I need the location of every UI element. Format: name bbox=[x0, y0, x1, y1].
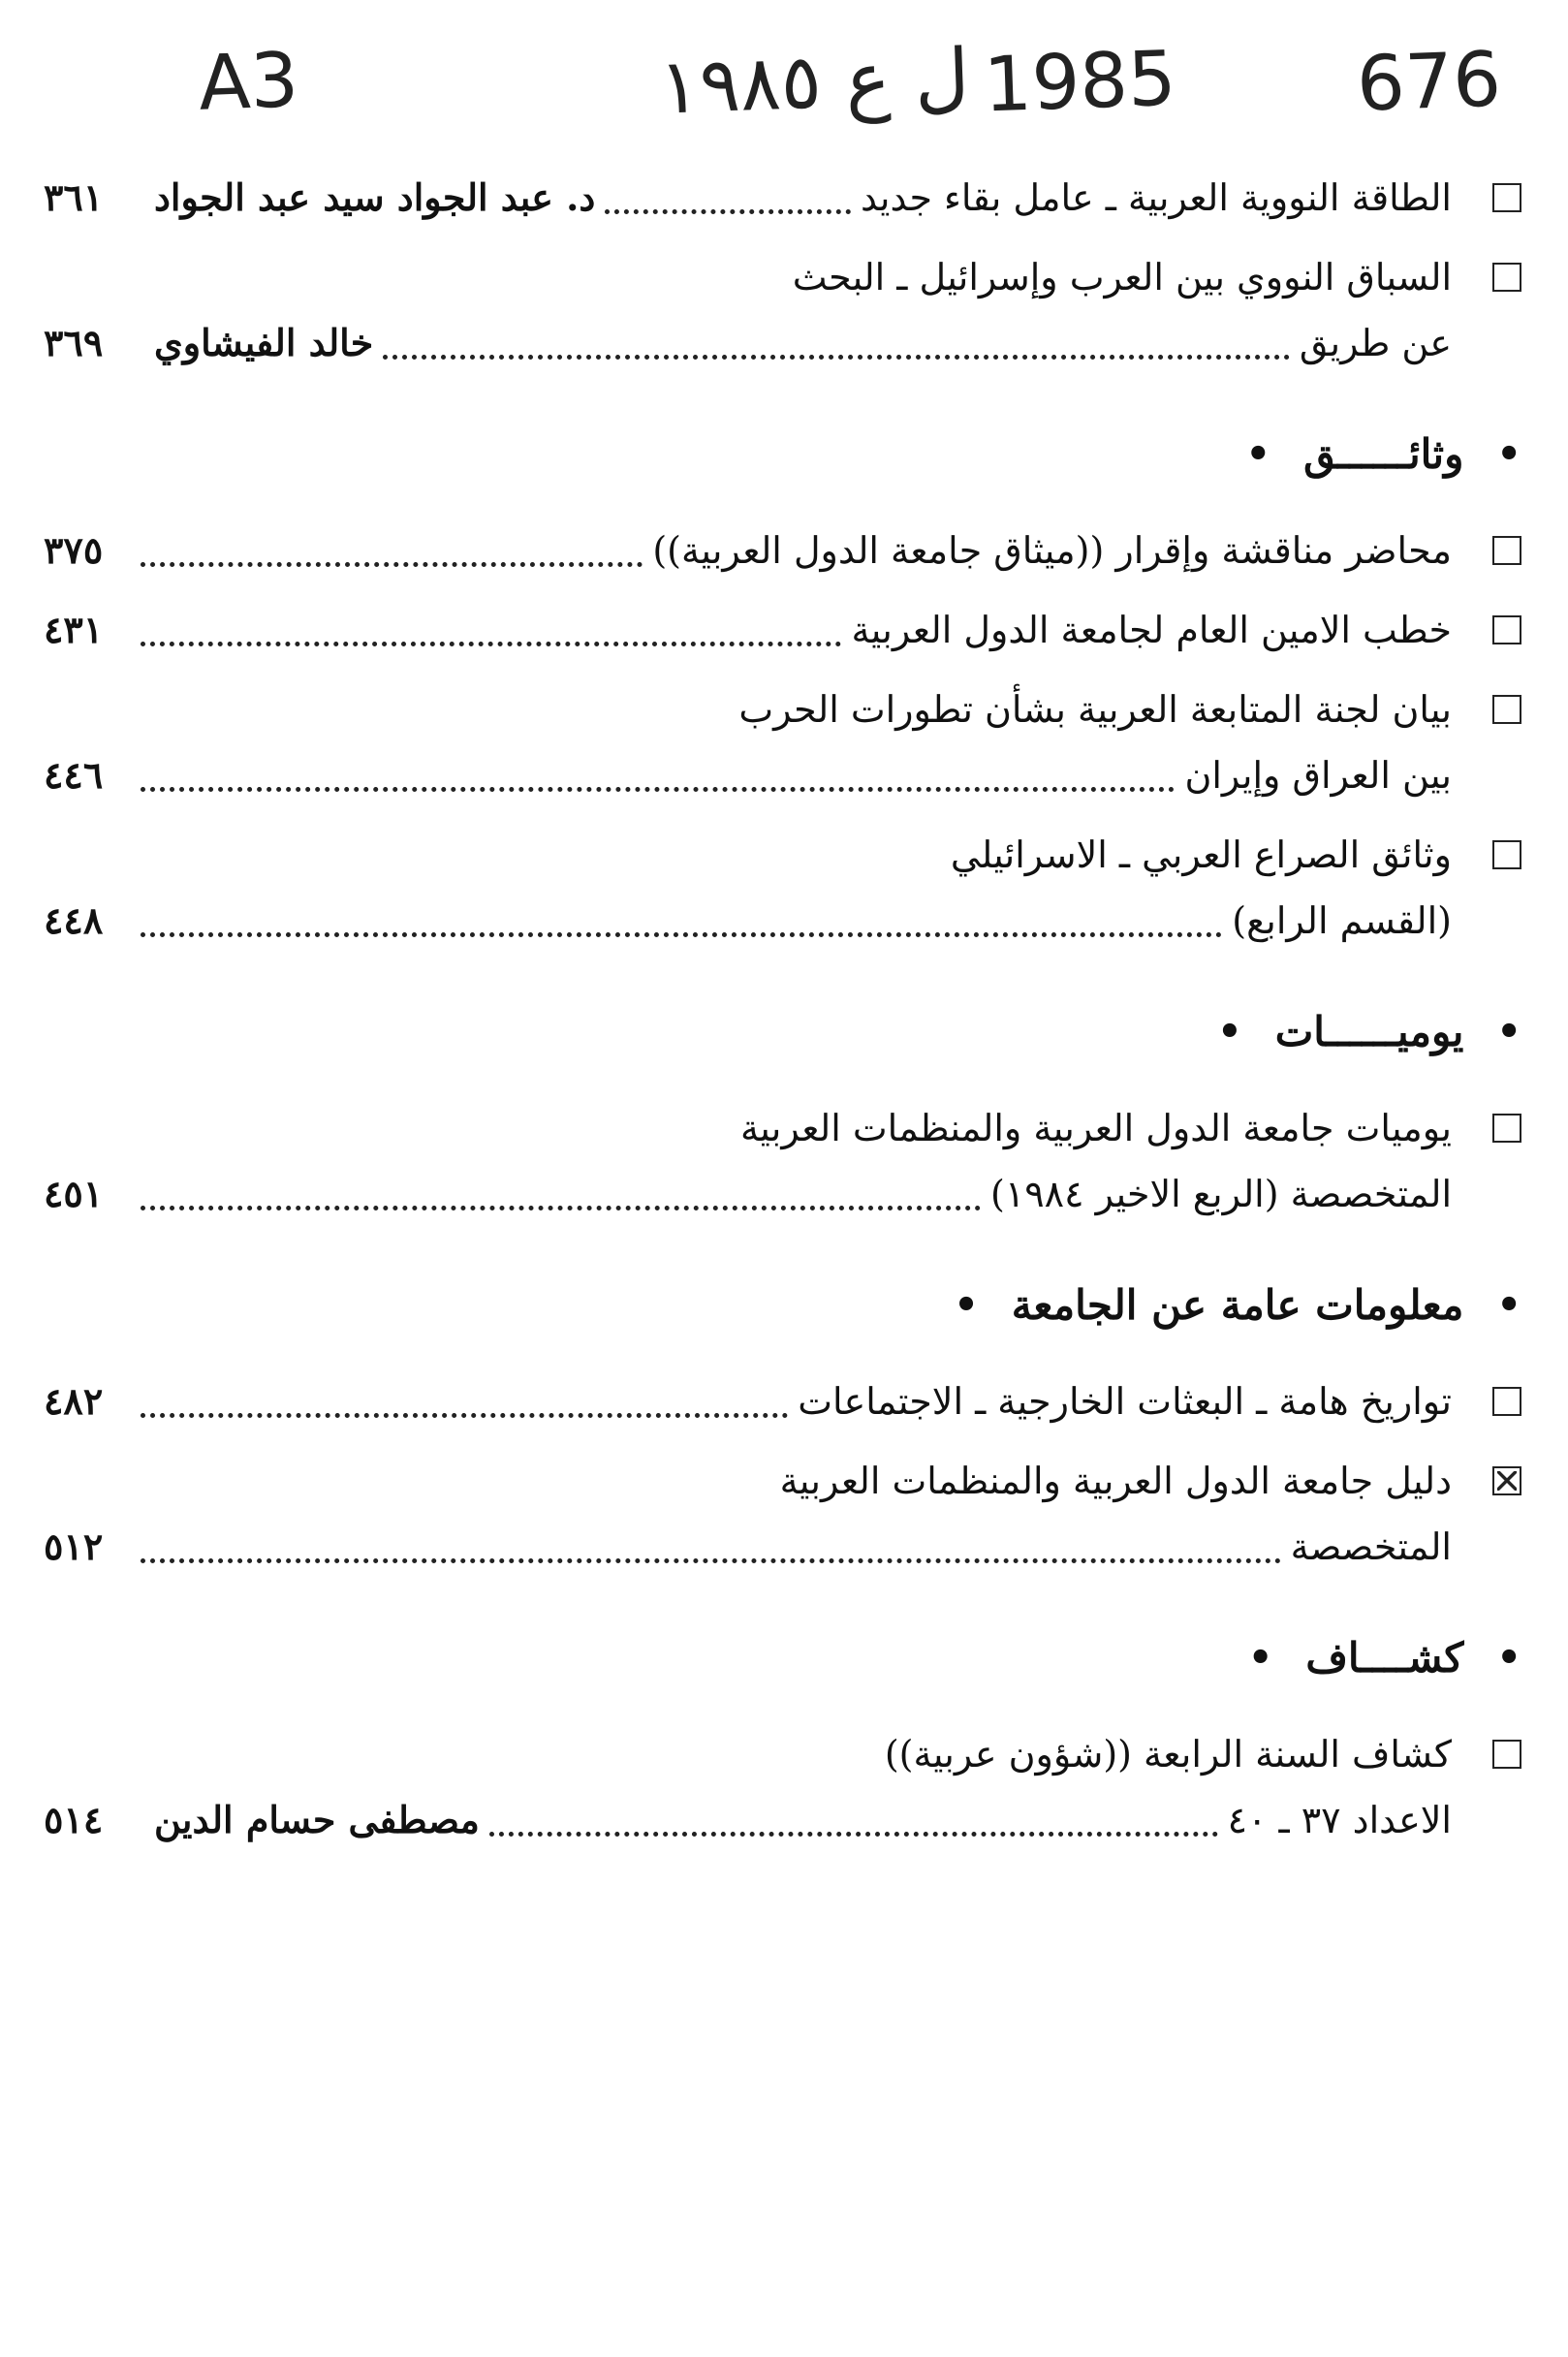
toc-entry bbox=[44, 244, 1521, 376]
dot-leader bbox=[141, 787, 1175, 792]
section-heading-diaries bbox=[44, 992, 1521, 1070]
dot-leader bbox=[605, 209, 851, 214]
checkbox-icon bbox=[1492, 840, 1521, 869]
table-of-contents bbox=[44, 165, 1521, 1867]
entry-author: د. عبد الجواد سيد عبد الجواد bbox=[154, 175, 596, 219]
dot-leader bbox=[383, 355, 1290, 360]
entry-page: ٥١٤ bbox=[44, 1798, 104, 1841]
entry-title-cont: المتخصصة bbox=[1290, 1525, 1452, 1568]
bullet-icon: • bbox=[1217, 1008, 1242, 1054]
entry-title-cont: الاعداد ٣٧ ـ ٤٠ bbox=[1227, 1799, 1452, 1841]
section-title: معلومات عامة عن الجامعة bbox=[1011, 1280, 1464, 1329]
entry-page: ٤٨٢ bbox=[44, 1379, 104, 1423]
section-title: يوميــــــات bbox=[1274, 1007, 1464, 1055]
handwritten-year: 1985 bbox=[982, 35, 1178, 130]
checkbox-icon bbox=[1492, 695, 1521, 724]
entry-title: كشاف السنة الرابعة ((شؤون عربية)) bbox=[884, 1733, 1452, 1776]
entry-page: ٣٧٥ bbox=[44, 528, 104, 572]
toc-entry bbox=[44, 1448, 1521, 1580]
bullet-icon: • bbox=[954, 1281, 979, 1328]
checkbox-icon bbox=[1492, 1114, 1521, 1143]
entry-title: تواريخ هامة ـ البعثات الخارجية ـ الاجتماعات bbox=[798, 1380, 1452, 1423]
toc-entry bbox=[44, 1721, 1521, 1853]
entry-page: ٥١٢ bbox=[44, 1524, 104, 1568]
entry-title: بيان لجنة المتابعة العربية بشأن تطورات الحرب bbox=[738, 688, 1452, 731]
entry-title: دليل جامعة الدول العربية والمنظمات العربية bbox=[779, 1460, 1452, 1502]
entry-author: خالد الفيشاوي bbox=[154, 321, 374, 364]
toc-entry bbox=[44, 822, 1521, 954]
checkbox-icon bbox=[1492, 536, 1521, 565]
toc-entry bbox=[44, 1368, 1521, 1434]
section-heading-index bbox=[44, 1618, 1521, 1696]
dot-leader bbox=[141, 932, 1222, 937]
entry-page: ٤٣١ bbox=[44, 608, 104, 651]
toc-entry bbox=[44, 597, 1521, 663]
checkbox-icon bbox=[1492, 1387, 1521, 1416]
entry-title: محاضر مناقشة وإقرار ((ميثاق جامعة الدول العربية)) bbox=[652, 529, 1452, 572]
section-heading-general-info bbox=[44, 1266, 1521, 1343]
bullet-icon: • bbox=[1496, 1634, 1521, 1681]
entry-author: مصطفى حسام الدين bbox=[154, 1798, 480, 1841]
entry-title: وثائق الصراع العربي ـ الاسرائيلي bbox=[950, 833, 1452, 876]
dot-leader bbox=[141, 1558, 1281, 1563]
toc-entry bbox=[44, 676, 1521, 808]
entry-title: الطاقة النووية العربية ـ عامل بقاء جديد bbox=[860, 176, 1452, 219]
checkbox-icon bbox=[1492, 263, 1521, 292]
handwritten-left-note: A3 bbox=[197, 37, 300, 128]
bullet-icon: • bbox=[1496, 430, 1521, 477]
handwritten-center-note: ل ع ١٩٨٥ bbox=[657, 33, 971, 132]
dot-leader bbox=[489, 1832, 1218, 1837]
checkbox-icon bbox=[1492, 1740, 1521, 1769]
section-heading-documents bbox=[44, 415, 1521, 492]
entry-page: ٤٥١ bbox=[44, 1172, 104, 1215]
entry-page: ٤٤٦ bbox=[44, 753, 104, 797]
bullet-icon: • bbox=[1496, 1281, 1521, 1328]
entry-title: خطب الامين العام لجامعة الدول العربية bbox=[851, 609, 1452, 651]
entry-title-cont: (القسم الرابع) bbox=[1232, 899, 1452, 942]
section-title: وثائــــــق bbox=[1303, 429, 1464, 478]
checkbox-icon bbox=[1492, 183, 1521, 212]
checkbox-icon bbox=[1492, 615, 1521, 644]
bullet-icon: • bbox=[1245, 430, 1271, 477]
entry-title-cont: بين العراق وإيران bbox=[1184, 754, 1452, 797]
dot-leader bbox=[141, 1206, 981, 1210]
entry-title-cont: المتخصصة (الربع الاخير ١٩٨٤) bbox=[990, 1173, 1452, 1215]
handwritten-page-number: 676 bbox=[1355, 36, 1503, 129]
entry-page: ٤٤٨ bbox=[44, 898, 104, 942]
toc-entry bbox=[44, 518, 1521, 583]
entry-title: السباق النووي بين العرب وإسرائيل ـ البحث bbox=[792, 256, 1452, 299]
bullet-icon: • bbox=[1496, 1008, 1521, 1054]
entry-page: ٣٦١ bbox=[44, 175, 104, 219]
dot-leader bbox=[141, 642, 841, 646]
bullet-icon: • bbox=[1247, 1634, 1273, 1681]
dot-leader bbox=[141, 1413, 788, 1418]
entry-page: ٣٦٩ bbox=[44, 321, 104, 364]
entry-title: يوميات جامعة الدول العربية والمنظمات العربية bbox=[739, 1107, 1452, 1149]
checked-checkbox-icon bbox=[1492, 1466, 1521, 1495]
toc-entry bbox=[44, 1095, 1521, 1227]
toc-entry bbox=[44, 165, 1521, 231]
dot-leader bbox=[141, 562, 643, 567]
section-title: كشــــاف bbox=[1305, 1633, 1464, 1681]
entry-title-cont: عن طريق bbox=[1299, 322, 1452, 364]
